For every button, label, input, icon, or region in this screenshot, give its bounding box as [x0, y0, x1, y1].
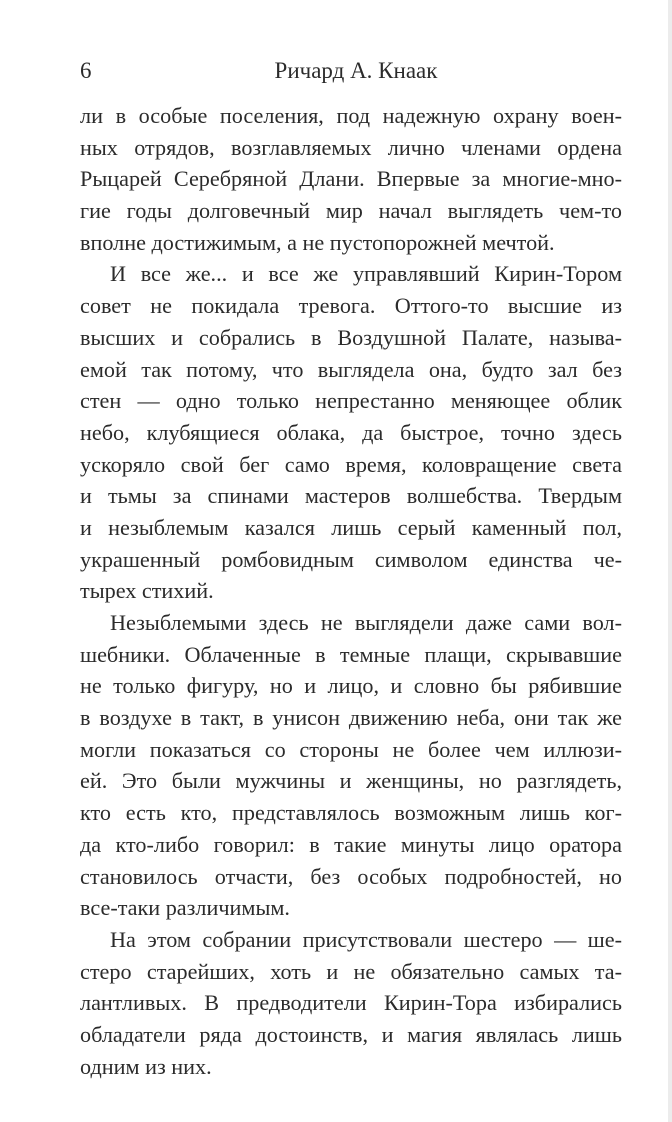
text-line: емой так потому, что выглядела она, будто зал без [80, 356, 622, 382]
text-line: кто есть кто, представлялось возможным лишь ког- [80, 800, 622, 826]
text-line: И все же... и все же управлявший Кирин-Тором [110, 261, 622, 287]
text-line: украшенный ромбовидным символом единства че- [80, 546, 622, 572]
text-line: в воздухе в такт, в унисон движению неба, они так же [80, 705, 622, 731]
body-text [80, 100, 622, 1082]
text-line: и тьмы за спинами мастеров волшебства. Твердым [80, 483, 622, 509]
text-line: шебники. Облаченные в темные плащи, скрывавшие [80, 641, 622, 667]
text-line: тырех стихий. [80, 578, 214, 604]
text-line: ли в особые поселения, под надежную охрану воен- [80, 103, 622, 128]
paragraph [80, 607, 622, 924]
text-line: лантливых. В предводители Кирин-Тора избирались [80, 990, 622, 1016]
text-line: могли показаться со стороны не более чем иллюзи- [80, 736, 622, 762]
text-line: стен — одно только непрестанно меняющее облик [80, 388, 622, 414]
text-line: и незыблемым казался лишь серый каменный пол, [80, 514, 622, 540]
text-line: высших и собрались в Воздушной Палате, называ- [80, 324, 622, 350]
paragraph [80, 100, 622, 258]
paragraph [80, 258, 622, 607]
page-edge [668, 0, 672, 1122]
text-line: не только фигуру, но и лицо, и словно бы рябившие [80, 673, 622, 699]
text-line: все-таки различимым. [80, 895, 290, 921]
text-line: ных отрядов, возглавляемых лично членами ордена [80, 134, 622, 160]
paragraph [80, 924, 622, 1082]
page-header [80, 58, 622, 92]
running-title: Ричард А. Кнаак [274, 58, 438, 83]
text-line: гие годы долговечный мир начал выглядеть чем-то [80, 198, 622, 224]
text-line: да кто-либо говорил: в такие минуты лицо оратора [80, 831, 622, 857]
text-line: небо, клубящиеся облака, да быстрое, точно здесь [80, 419, 622, 445]
page-number: 6 [80, 58, 92, 83]
text-line: одним из них. [80, 1053, 212, 1079]
text-line: На этом собрании присутствовали шестеро — ше- [110, 926, 622, 952]
text-line: Рыцарей Серебряной Длани. Впервые за многие-мно- [80, 166, 622, 192]
text-line: совет не покидала тревога. Оттого-то высшие из [80, 293, 622, 319]
text-line: обладатели ряда достоинств, и магия являлась лишь [80, 1021, 622, 1047]
text-line: вполне достижимым, а не пустопорожней мечтой. [80, 229, 555, 255]
text-line: становилось отчасти, без особых подробностей, но [80, 863, 622, 889]
text-line: стеро старейших, хоть и не обязательно самых та- [80, 958, 622, 984]
text-line: ей. Это были мужчины и женщины, но разглядеть, [80, 768, 622, 794]
text-line: ускоряло свой бег само время, коловращение света [80, 451, 622, 477]
text-line: Незыблемыми здесь не выглядели даже сами вол- [110, 610, 622, 635]
